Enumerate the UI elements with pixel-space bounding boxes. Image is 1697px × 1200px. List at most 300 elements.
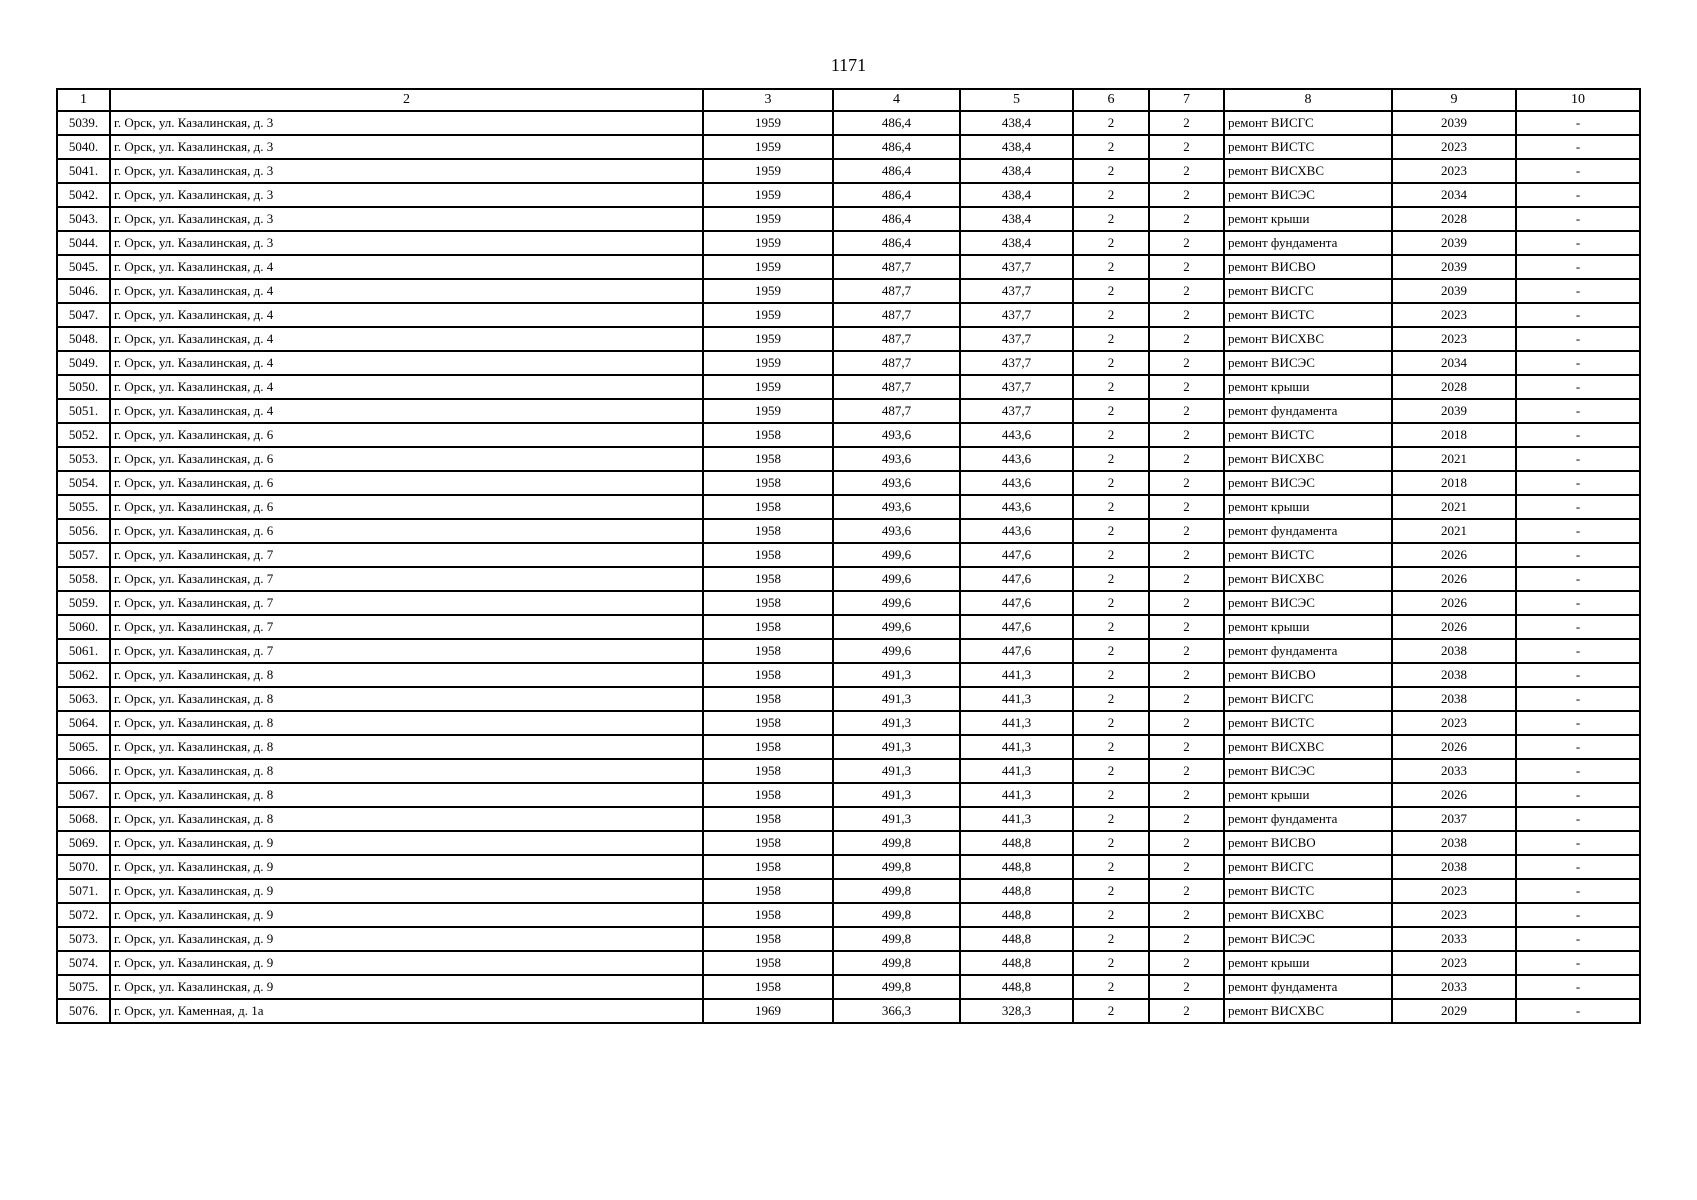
cell-col-8: ремонт ВИСХВС — [1224, 327, 1392, 351]
cell-col-4: 487,7 — [833, 255, 960, 279]
cell-col-7: 2 — [1149, 591, 1224, 615]
repair-schedule-table — [56, 88, 1641, 1024]
cell-col-8: ремонт крыши — [1224, 375, 1392, 399]
cell-col-8: ремонт ВИСВО — [1224, 831, 1392, 855]
cell-col-4: 491,3 — [833, 759, 960, 783]
cell-col-4: 499,8 — [833, 951, 960, 975]
cell-col-2: г. Орск, ул. Казалинская, д. 3 — [110, 231, 703, 255]
cell-col-2: г. Орск, ул. Казалинская, д. 6 — [110, 495, 703, 519]
cell-col-10: - — [1516, 159, 1640, 183]
cell-col-9: 2033 — [1392, 975, 1516, 999]
cell-col-3: 1958 — [703, 423, 833, 447]
cell-col-2: г. Орск, ул. Казалинская, д. 3 — [110, 183, 703, 207]
cell-col-1: 5055. — [57, 495, 110, 519]
cell-col-4: 499,6 — [833, 639, 960, 663]
cell-col-2: г. Орск, ул. Казалинская, д. 9 — [110, 903, 703, 927]
cell-col-6: 2 — [1073, 567, 1149, 591]
cell-col-10: - — [1516, 783, 1640, 807]
cell-col-7: 2 — [1149, 327, 1224, 351]
cell-col-8: ремонт крыши — [1224, 951, 1392, 975]
cell-col-3: 1958 — [703, 447, 833, 471]
cell-col-3: 1958 — [703, 687, 833, 711]
cell-col-3: 1959 — [703, 207, 833, 231]
cell-col-7: 2 — [1149, 543, 1224, 567]
cell-col-2: г. Орск, ул. Казалинская, д. 7 — [110, 543, 703, 567]
column-header-1: 1 — [57, 89, 110, 111]
cell-col-5: 448,8 — [960, 879, 1073, 903]
cell-col-1: 5040. — [57, 135, 110, 159]
cell-col-9: 2023 — [1392, 903, 1516, 927]
cell-col-8: ремонт ВИСТС — [1224, 303, 1392, 327]
cell-col-1: 5067. — [57, 783, 110, 807]
cell-col-2: г. Орск, ул. Казалинская, д. 8 — [110, 663, 703, 687]
cell-col-4: 499,8 — [833, 903, 960, 927]
cell-col-2: г. Орск, ул. Казалинская, д. 4 — [110, 327, 703, 351]
cell-col-10: - — [1516, 183, 1640, 207]
cell-col-2: г. Орск, ул. Казалинская, д. 4 — [110, 399, 703, 423]
cell-col-7: 2 — [1149, 255, 1224, 279]
cell-col-7: 2 — [1149, 567, 1224, 591]
cell-col-8: ремонт ВИСХВС — [1224, 735, 1392, 759]
cell-col-1: 5050. — [57, 375, 110, 399]
cell-col-9: 2023 — [1392, 303, 1516, 327]
cell-col-10: - — [1516, 303, 1640, 327]
cell-col-5: 437,7 — [960, 399, 1073, 423]
table-row — [57, 111, 1640, 135]
cell-col-3: 1958 — [703, 711, 833, 735]
cell-col-7: 2 — [1149, 111, 1224, 135]
cell-col-9: 2039 — [1392, 279, 1516, 303]
cell-col-4: 499,8 — [833, 927, 960, 951]
cell-col-6: 2 — [1073, 159, 1149, 183]
cell-col-1: 5073. — [57, 927, 110, 951]
cell-col-1: 5061. — [57, 639, 110, 663]
cell-col-4: 491,3 — [833, 663, 960, 687]
cell-col-3: 1958 — [703, 639, 833, 663]
table-row — [57, 807, 1640, 831]
cell-col-8: ремонт ВИСТС — [1224, 423, 1392, 447]
cell-col-1: 5049. — [57, 351, 110, 375]
cell-col-4: 499,8 — [833, 975, 960, 999]
cell-col-10: - — [1516, 687, 1640, 711]
cell-col-9: 2026 — [1392, 543, 1516, 567]
table-row — [57, 255, 1640, 279]
column-header-2: 2 — [110, 89, 703, 111]
cell-col-5: 447,6 — [960, 639, 1073, 663]
cell-col-8: ремонт ВИСЭС — [1224, 471, 1392, 495]
cell-col-5: 443,6 — [960, 495, 1073, 519]
cell-col-6: 2 — [1073, 735, 1149, 759]
table-row — [57, 447, 1640, 471]
cell-col-4: 487,7 — [833, 327, 960, 351]
table-row — [57, 927, 1640, 951]
cell-col-6: 2 — [1073, 879, 1149, 903]
cell-col-4: 486,4 — [833, 111, 960, 135]
cell-col-2: г. Орск, ул. Казалинская, д. 9 — [110, 975, 703, 999]
cell-col-7: 2 — [1149, 615, 1224, 639]
cell-col-10: - — [1516, 927, 1640, 951]
cell-col-6: 2 — [1073, 207, 1149, 231]
cell-col-1: 5068. — [57, 807, 110, 831]
cell-col-4: 499,6 — [833, 543, 960, 567]
table-row — [57, 639, 1640, 663]
cell-col-10: - — [1516, 879, 1640, 903]
cell-col-10: - — [1516, 399, 1640, 423]
cell-col-3: 1958 — [703, 831, 833, 855]
cell-col-2: г. Орск, ул. Казалинская, д. 9 — [110, 831, 703, 855]
cell-col-6: 2 — [1073, 615, 1149, 639]
cell-col-3: 1958 — [703, 951, 833, 975]
cell-col-3: 1958 — [703, 879, 833, 903]
cell-col-5: 441,3 — [960, 783, 1073, 807]
cell-col-6: 2 — [1073, 183, 1149, 207]
cell-col-7: 2 — [1149, 351, 1224, 375]
cell-col-10: - — [1516, 639, 1640, 663]
cell-col-4: 493,6 — [833, 447, 960, 471]
cell-col-2: г. Орск, ул. Казалинская, д. 7 — [110, 567, 703, 591]
table-row — [57, 735, 1640, 759]
cell-col-9: 2033 — [1392, 759, 1516, 783]
cell-col-9: 2039 — [1392, 399, 1516, 423]
table-row — [57, 591, 1640, 615]
cell-col-3: 1958 — [703, 807, 833, 831]
cell-col-8: ремонт ВИСЭС — [1224, 759, 1392, 783]
cell-col-7: 2 — [1149, 639, 1224, 663]
cell-col-9: 2038 — [1392, 687, 1516, 711]
cell-col-1: 5044. — [57, 231, 110, 255]
cell-col-7: 2 — [1149, 855, 1224, 879]
table-row — [57, 831, 1640, 855]
table-row — [57, 975, 1640, 999]
cell-col-8: ремонт фундамента — [1224, 231, 1392, 255]
table-row — [57, 303, 1640, 327]
cell-col-8: ремонт крыши — [1224, 495, 1392, 519]
cell-col-7: 2 — [1149, 447, 1224, 471]
cell-col-8: ремонт ВИСГС — [1224, 687, 1392, 711]
cell-col-2: г. Орск, ул. Казалинская, д. 6 — [110, 471, 703, 495]
cell-col-4: 487,7 — [833, 351, 960, 375]
table-row — [57, 159, 1640, 183]
cell-col-2: г. Орск, ул. Казалинская, д. 9 — [110, 855, 703, 879]
cell-col-5: 447,6 — [960, 567, 1073, 591]
cell-col-9: 2023 — [1392, 327, 1516, 351]
cell-col-8: ремонт ВИСТС — [1224, 135, 1392, 159]
cell-col-5: 448,8 — [960, 855, 1073, 879]
cell-col-2: г. Орск, ул. Казалинская, д. 6 — [110, 519, 703, 543]
cell-col-4: 491,3 — [833, 735, 960, 759]
cell-col-9: 2018 — [1392, 471, 1516, 495]
cell-col-3: 1958 — [703, 663, 833, 687]
cell-col-10: - — [1516, 567, 1640, 591]
cell-col-6: 2 — [1073, 495, 1149, 519]
cell-col-10: - — [1516, 207, 1640, 231]
cell-col-7: 2 — [1149, 207, 1224, 231]
cell-col-1: 5060. — [57, 615, 110, 639]
cell-col-8: ремонт крыши — [1224, 783, 1392, 807]
cell-col-3: 1958 — [703, 927, 833, 951]
cell-col-5: 437,7 — [960, 303, 1073, 327]
cell-col-7: 2 — [1149, 375, 1224, 399]
cell-col-6: 2 — [1073, 543, 1149, 567]
cell-col-10: - — [1516, 375, 1640, 399]
cell-col-8: ремонт фундамента — [1224, 639, 1392, 663]
cell-col-10: - — [1516, 495, 1640, 519]
cell-col-3: 1958 — [703, 783, 833, 807]
cell-col-2: г. Орск, ул. Казалинская, д. 4 — [110, 279, 703, 303]
cell-col-9: 2026 — [1392, 591, 1516, 615]
cell-col-10: - — [1516, 855, 1640, 879]
cell-col-5: 448,8 — [960, 903, 1073, 927]
cell-col-9: 2026 — [1392, 615, 1516, 639]
cell-col-5: 443,6 — [960, 447, 1073, 471]
cell-col-1: 5053. — [57, 447, 110, 471]
cell-col-10: - — [1516, 231, 1640, 255]
cell-col-9: 2028 — [1392, 375, 1516, 399]
cell-col-9: 2034 — [1392, 183, 1516, 207]
cell-col-1: 5048. — [57, 327, 110, 351]
cell-col-3: 1958 — [703, 759, 833, 783]
cell-col-1: 5075. — [57, 975, 110, 999]
cell-col-2: г. Орск, ул. Казалинская, д. 7 — [110, 639, 703, 663]
cell-col-6: 2 — [1073, 423, 1149, 447]
cell-col-3: 1958 — [703, 543, 833, 567]
cell-col-2: г. Орск, ул. Казалинская, д. 3 — [110, 135, 703, 159]
cell-col-6: 2 — [1073, 279, 1149, 303]
cell-col-1: 5057. — [57, 543, 110, 567]
cell-col-5: 441,3 — [960, 807, 1073, 831]
cell-col-8: ремонт ВИСХВС — [1224, 447, 1392, 471]
cell-col-2: г. Орск, ул. Казалинская, д. 3 — [110, 111, 703, 135]
cell-col-4: 486,4 — [833, 159, 960, 183]
cell-col-5: 437,7 — [960, 255, 1073, 279]
table-header-row — [57, 89, 1640, 111]
cell-col-9: 2026 — [1392, 783, 1516, 807]
cell-col-3: 1959 — [703, 231, 833, 255]
cell-col-3: 1959 — [703, 351, 833, 375]
cell-col-3: 1959 — [703, 327, 833, 351]
cell-col-4: 366,3 — [833, 999, 960, 1023]
cell-col-1: 5039. — [57, 111, 110, 135]
cell-col-8: ремонт фундамента — [1224, 807, 1392, 831]
cell-col-10: - — [1516, 759, 1640, 783]
cell-col-5: 438,4 — [960, 183, 1073, 207]
cell-col-1: 5054. — [57, 471, 110, 495]
cell-col-1: 5059. — [57, 591, 110, 615]
cell-col-1: 5069. — [57, 831, 110, 855]
cell-col-6: 2 — [1073, 783, 1149, 807]
cell-col-5: 438,4 — [960, 135, 1073, 159]
table-row — [57, 471, 1640, 495]
cell-col-8: ремонт ВИСЭС — [1224, 591, 1392, 615]
cell-col-7: 2 — [1149, 783, 1224, 807]
cell-col-7: 2 — [1149, 831, 1224, 855]
cell-col-7: 2 — [1149, 687, 1224, 711]
cell-col-5: 437,7 — [960, 351, 1073, 375]
cell-col-8: ремонт ВИСЭС — [1224, 927, 1392, 951]
cell-col-4: 499,8 — [833, 831, 960, 855]
cell-col-4: 487,7 — [833, 375, 960, 399]
cell-col-5: 447,6 — [960, 591, 1073, 615]
cell-col-5: 443,6 — [960, 471, 1073, 495]
cell-col-6: 2 — [1073, 447, 1149, 471]
cell-col-9: 2038 — [1392, 639, 1516, 663]
cell-col-8: ремонт ВИСГС — [1224, 279, 1392, 303]
cell-col-1: 5065. — [57, 735, 110, 759]
cell-col-3: 1958 — [703, 567, 833, 591]
column-header-3: 3 — [703, 89, 833, 111]
cell-col-8: ремонт ВИСГС — [1224, 111, 1392, 135]
cell-col-1: 5063. — [57, 687, 110, 711]
cell-col-4: 493,6 — [833, 495, 960, 519]
cell-col-10: - — [1516, 711, 1640, 735]
cell-col-5: 441,3 — [960, 711, 1073, 735]
cell-col-1: 5064. — [57, 711, 110, 735]
table-row — [57, 759, 1640, 783]
cell-col-2: г. Орск, ул. Казалинская, д. 8 — [110, 807, 703, 831]
cell-col-9: 2037 — [1392, 807, 1516, 831]
table-row — [57, 495, 1640, 519]
cell-col-10: - — [1516, 351, 1640, 375]
cell-col-7: 2 — [1149, 135, 1224, 159]
cell-col-4: 493,6 — [833, 519, 960, 543]
cell-col-1: 5047. — [57, 303, 110, 327]
cell-col-8: ремонт ВИСХВС — [1224, 159, 1392, 183]
cell-col-10: - — [1516, 663, 1640, 687]
cell-col-2: г. Орск, ул. Казалинская, д. 4 — [110, 351, 703, 375]
cell-col-9: 2028 — [1392, 207, 1516, 231]
cell-col-6: 2 — [1073, 255, 1149, 279]
table-row — [57, 687, 1640, 711]
cell-col-9: 2026 — [1392, 735, 1516, 759]
column-header-9: 9 — [1392, 89, 1516, 111]
cell-col-8: ремонт ВИСЭС — [1224, 351, 1392, 375]
cell-col-7: 2 — [1149, 423, 1224, 447]
cell-col-9: 2023 — [1392, 159, 1516, 183]
cell-col-6: 2 — [1073, 471, 1149, 495]
cell-col-7: 2 — [1149, 711, 1224, 735]
cell-col-5: 447,6 — [960, 543, 1073, 567]
cell-col-4: 486,4 — [833, 135, 960, 159]
cell-col-6: 2 — [1073, 375, 1149, 399]
cell-col-4: 491,3 — [833, 687, 960, 711]
cell-col-9: 2023 — [1392, 879, 1516, 903]
cell-col-10: - — [1516, 327, 1640, 351]
cell-col-6: 2 — [1073, 231, 1149, 255]
cell-col-8: ремонт фундамента — [1224, 399, 1392, 423]
cell-col-7: 2 — [1149, 495, 1224, 519]
cell-col-10: - — [1516, 279, 1640, 303]
cell-col-7: 2 — [1149, 303, 1224, 327]
cell-col-1: 5058. — [57, 567, 110, 591]
cell-col-2: г. Орск, ул. Казалинская, д. 8 — [110, 687, 703, 711]
column-header-7: 7 — [1149, 89, 1224, 111]
cell-col-2: г. Орск, ул. Казалинская, д. 8 — [110, 759, 703, 783]
column-header-5: 5 — [960, 89, 1073, 111]
cell-col-8: ремонт крыши — [1224, 207, 1392, 231]
cell-col-3: 1969 — [703, 999, 833, 1023]
cell-col-4: 486,4 — [833, 231, 960, 255]
cell-col-7: 2 — [1149, 879, 1224, 903]
cell-col-5: 437,7 — [960, 279, 1073, 303]
cell-col-6: 2 — [1073, 927, 1149, 951]
cell-col-2: г. Орск, ул. Казалинская, д. 8 — [110, 711, 703, 735]
cell-col-7: 2 — [1149, 903, 1224, 927]
cell-col-2: г. Орск, ул. Казалинская, д. 6 — [110, 423, 703, 447]
cell-col-8: ремонт фундамента — [1224, 975, 1392, 999]
cell-col-10: - — [1516, 999, 1640, 1023]
cell-col-2: г. Орск, ул. Казалинская, д. 6 — [110, 447, 703, 471]
table-row — [57, 567, 1640, 591]
cell-col-7: 2 — [1149, 927, 1224, 951]
cell-col-7: 2 — [1149, 279, 1224, 303]
cell-col-6: 2 — [1073, 351, 1149, 375]
cell-col-10: - — [1516, 447, 1640, 471]
cell-col-9: 2039 — [1392, 255, 1516, 279]
cell-col-6: 2 — [1073, 687, 1149, 711]
cell-col-10: - — [1516, 975, 1640, 999]
cell-col-10: - — [1516, 807, 1640, 831]
cell-col-9: 2033 — [1392, 927, 1516, 951]
cell-col-9: 2034 — [1392, 351, 1516, 375]
cell-col-8: ремонт ВИСЭС — [1224, 183, 1392, 207]
cell-col-10: - — [1516, 615, 1640, 639]
cell-col-3: 1959 — [703, 399, 833, 423]
cell-col-3: 1959 — [703, 375, 833, 399]
cell-col-2: г. Орск, ул. Казалинская, д. 9 — [110, 951, 703, 975]
table-row — [57, 207, 1640, 231]
cell-col-8: ремонт ВИСТС — [1224, 879, 1392, 903]
table-row — [57, 423, 1640, 447]
cell-col-4: 491,3 — [833, 807, 960, 831]
column-header-8: 8 — [1224, 89, 1392, 111]
cell-col-10: - — [1516, 831, 1640, 855]
cell-col-4: 499,6 — [833, 591, 960, 615]
table-row — [57, 519, 1640, 543]
cell-col-6: 2 — [1073, 591, 1149, 615]
cell-col-6: 2 — [1073, 327, 1149, 351]
cell-col-10: - — [1516, 591, 1640, 615]
cell-col-5: 437,7 — [960, 375, 1073, 399]
cell-col-2: г. Орск, ул. Казалинская, д. 8 — [110, 783, 703, 807]
cell-col-2: г. Орск, ул. Казалинская, д. 4 — [110, 303, 703, 327]
cell-col-6: 2 — [1073, 951, 1149, 975]
cell-col-5: 448,8 — [960, 975, 1073, 999]
cell-col-4: 499,8 — [833, 879, 960, 903]
table-row — [57, 663, 1640, 687]
table-row — [57, 855, 1640, 879]
cell-col-4: 487,7 — [833, 303, 960, 327]
cell-col-7: 2 — [1149, 471, 1224, 495]
cell-col-9: 2038 — [1392, 855, 1516, 879]
cell-col-9: 2026 — [1392, 567, 1516, 591]
cell-col-4: 491,3 — [833, 783, 960, 807]
cell-col-9: 2021 — [1392, 447, 1516, 471]
cell-col-2: г. Орск, ул. Казалинская, д. 8 — [110, 735, 703, 759]
cell-col-7: 2 — [1149, 519, 1224, 543]
cell-col-3: 1958 — [703, 615, 833, 639]
cell-col-10: - — [1516, 111, 1640, 135]
cell-col-5: 443,6 — [960, 423, 1073, 447]
cell-col-2: г. Орск, ул. Казалинская, д. 3 — [110, 207, 703, 231]
cell-col-1: 5062. — [57, 663, 110, 687]
cell-col-5: 443,6 — [960, 519, 1073, 543]
table-row — [57, 903, 1640, 927]
cell-col-7: 2 — [1149, 975, 1224, 999]
cell-col-9: 2023 — [1392, 951, 1516, 975]
cell-col-1: 5046. — [57, 279, 110, 303]
cell-col-6: 2 — [1073, 111, 1149, 135]
cell-col-8: ремонт ВИСХВС — [1224, 567, 1392, 591]
